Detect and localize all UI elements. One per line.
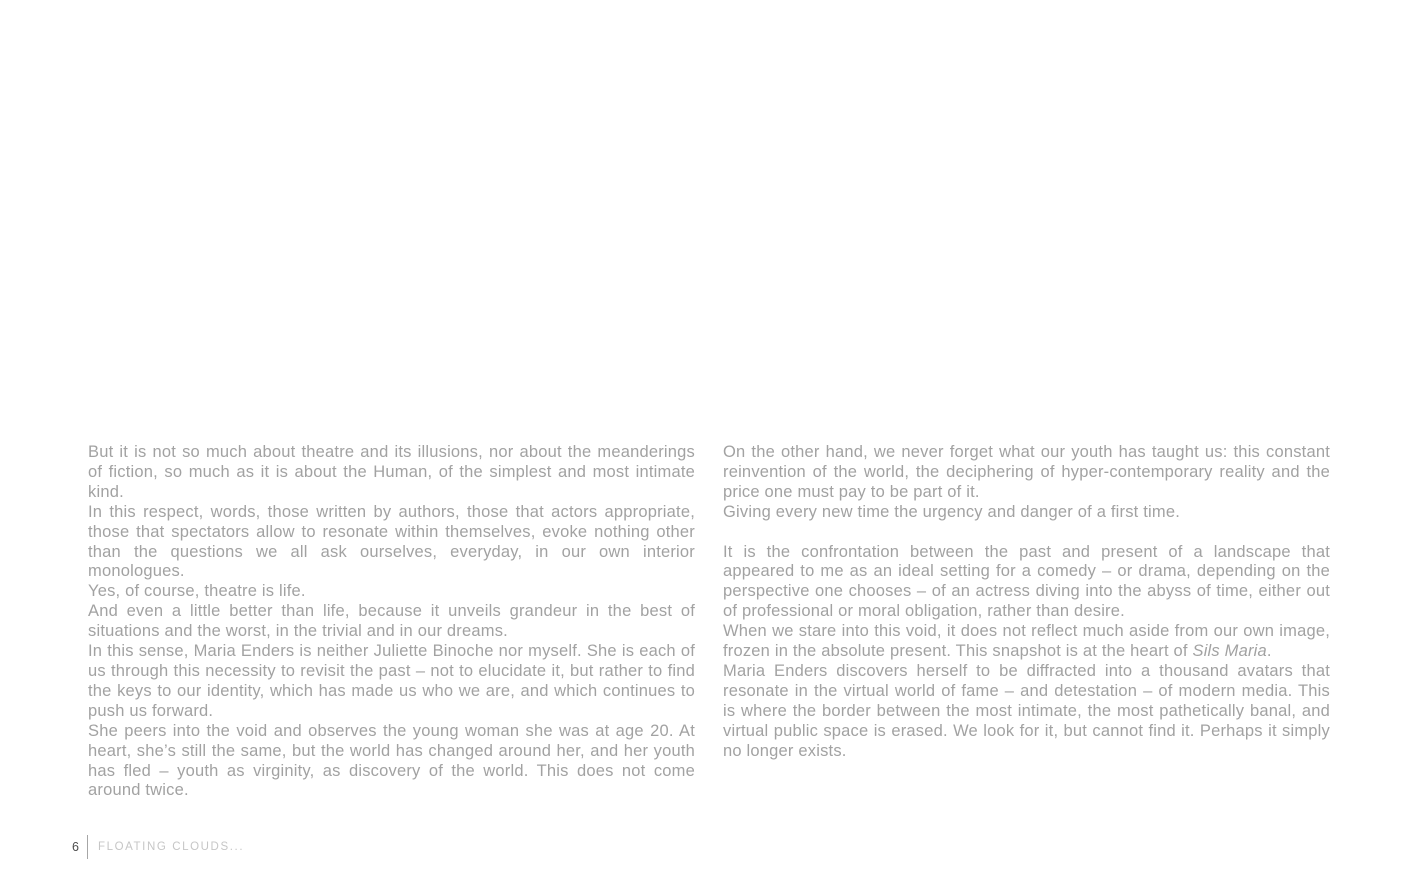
paragraph: Yes, of course, theatre is life. — [88, 582, 306, 601]
paragraph: And even a little better than life, because it unveils grandeur in the best of situations and the worst, in the trivial and in our dreams. — [88, 602, 695, 641]
paragraph-text: When we stare into this void, it does not reflect much aside from our own image, frozen in the absolute present. This snapshot is at the heart of — [723, 622, 1330, 661]
page-footer — [72, 834, 244, 860]
left-column — [88, 443, 695, 801]
paragraph: In this respect, words, those written by authors, those that actors appropriate, those that spectators allow to resonate within themselves, evoke nothing other than the questions we all ask ourselves, everyday, in our own interior monologues. — [88, 502, 695, 581]
paragraph: Giving every new time the urgency and danger of a first time. — [723, 502, 1180, 521]
paragraph-text: . — [1266, 642, 1272, 661]
page-number: 6 — [72, 840, 79, 854]
text-columns — [88, 443, 1330, 801]
footer-divider — [87, 835, 88, 859]
paragraph — [723, 622, 1330, 662]
paragraph: But it is not so much about theatre and its illusions, nor about the meanderings of fiction, so much as it is about the Human, of the simplest and most intimate kind. — [88, 443, 695, 501]
footer-title: FLOATING CLOUDS... — [97, 841, 245, 853]
paragraph: She peers into the void and observes the young woman she was at age 20. At heart, she’s still the same, but the world has changed around her, and her youth has fled – youth as virginity, as discovery of the world. This does not come around twice. — [88, 721, 695, 800]
paragraph: Maria Enders discovers herself to be diffracted into a thousand avatars that resonate in the virtual world of fame – and detestation – of modern media. This is where the border between the most intimate, the most pathetically banal, and virtual public space is erased. We look for it, but cannot find it. Perhaps it simply no longer exists. — [723, 661, 1330, 760]
paragraph: In this sense, Maria Enders is neither Juliette Binoche nor myself. She is each of us through this necessity to revisit the past – not to elucidate it, but rather to find the keys to our identity, which has made us who we are, and which continues to push us forward. — [88, 642, 695, 720]
right-column — [723, 443, 1330, 801]
paragraph: It is the confrontation between the past and present of a landscape that appeared to me as an ideal setting for a comedy – or drama, depending on the perspective one chooses – of an actress diving into the abyss of time, either out of professional or moral obligation, rather than desire. — [723, 542, 1330, 621]
film-title: Sils Maria — [1192, 642, 1267, 661]
paragraph: On the other hand, we never forget what our youth has taught us: this constant reinvention of the world, the deciphering of hyper-contemporary reality and the price one must pay to be part of it. — [723, 443, 1330, 501]
